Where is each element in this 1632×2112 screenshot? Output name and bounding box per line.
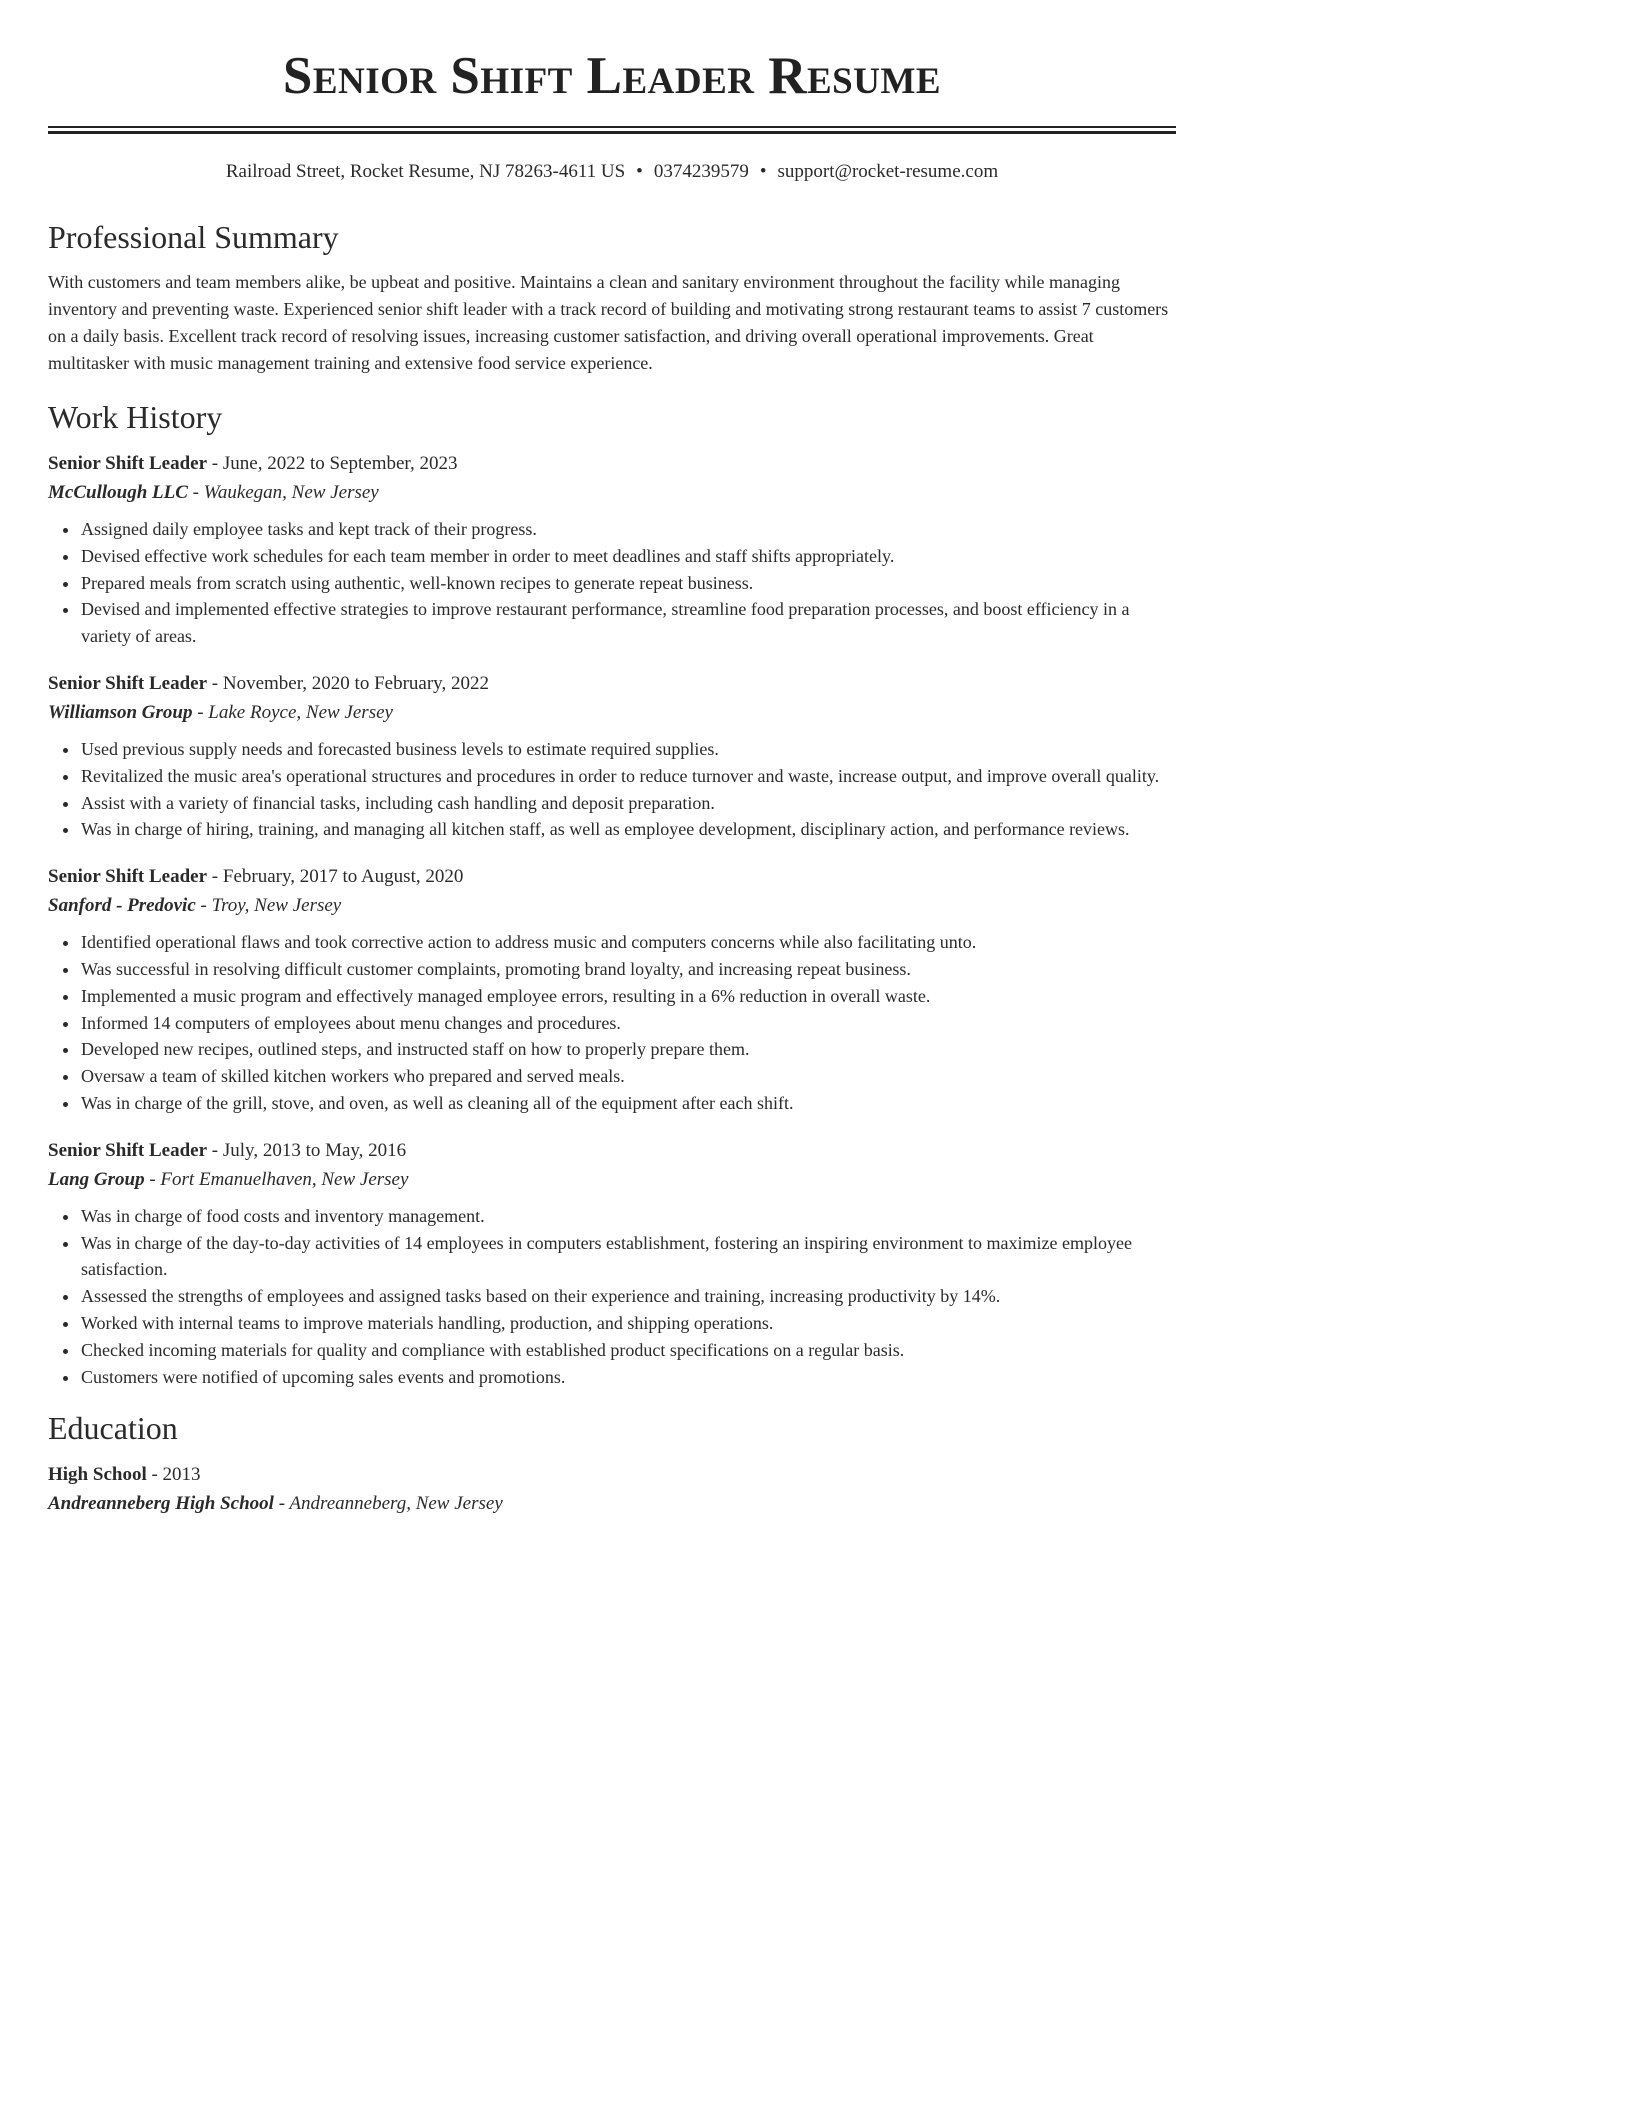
job-dates: - July, 2013 to May, 2016 <box>207 1139 407 1161</box>
summary-heading: Professional Summary <box>48 219 339 255</box>
job-employer <box>48 698 1176 727</box>
job-bullets <box>48 736 1176 843</box>
education-location: - Andreanneberg, New Jersey <box>273 1493 503 1515</box>
education-institution <box>48 1489 1176 1518</box>
summary-text: With customers and team members alike, be upbeat and positive. Maintains a clean and sanitary environment throughout the facility while managing inventory and preventing waste. Experienced senior shift leader with a track record of building and motivating strong restaurant teams to assist 7 customers on a daily basis. Excellent track record of resolving issues, increasing customer satisfaction, and driving overall operational improvements. Great multitasker with music management training and extensive food service experience. <box>48 272 1169 373</box>
job-bullet: • Assessed the strengths of employees and assigned tasks based on their experience and training, increasing productivity by 14%. <box>80 1283 1176 1310</box>
job-bullet: • Devised and implemented effective strategies to improve restaurant performance, streamline food preparation processes, and boost efficiency in a variety of areas. <box>80 596 1176 650</box>
job-bullet: • Worked with internal teams to improve materials handling, production, and shipping operations. <box>80 1310 1176 1337</box>
education-section <box>48 1409 1176 1518</box>
summary-section <box>48 218 1176 377</box>
job-bullet: • Assigned daily employee tasks and kept track of their progress. <box>80 516 1176 543</box>
job-company: Lang Group <box>48 1168 145 1190</box>
job-company: McCullough LLC <box>48 482 188 503</box>
job-entry <box>48 1136 1176 1391</box>
job-bullet: • Was in charge of food costs and inventory management. <box>80 1203 1176 1230</box>
job-bullet: • Developed new recipes, outlined steps, and instructed staff on how to properly prepare them. <box>80 1036 1176 1063</box>
work-history-section <box>48 398 1176 1390</box>
job-title: Senior Shift Leader <box>48 866 208 888</box>
job-bullet: • Implemented a music program and effectively managed employee errors, resulting in a 6% reduction in overall waste. <box>80 983 1176 1010</box>
job-bullet: • Assist with a variety of financial tasks, including cash handling and deposit preparation. <box>80 790 1176 817</box>
contact-phone: 0374239579 <box>653 161 749 182</box>
job-dates: - June, 2022 to September, 2023 <box>207 453 458 474</box>
education-degree: High School <box>48 1464 147 1486</box>
job-entry <box>48 449 1176 650</box>
title-divider-thick <box>48 131 1176 134</box>
job-location: - Waukegan, New Jersey <box>187 482 379 503</box>
job-bullet: • Was in charge of the grill, stove, and oven, as well as cleaning all of the equipment after each shift. <box>80 1090 1176 1117</box>
job-bullet: • Was in charge of hiring, training, and managing all kitchen staff, as well as employee development, disciplinary action, and performance reviews. <box>80 816 1176 843</box>
job-bullet: • Devised effective work schedules for each team member in order to meet deadlines and staff shifts appropriately. <box>80 543 1176 570</box>
job-employer <box>48 891 1176 920</box>
job-bullet: • Used previous supply needs and forecasted business levels to estimate required supplies. <box>80 736 1176 763</box>
contact-separator: • <box>759 161 767 182</box>
job-entry <box>48 669 1176 843</box>
contact-address: Railroad Street, Rocket Resume, NJ 78263-4611 US <box>225 161 626 182</box>
job-location: - Lake Royce, New Jersey <box>192 701 393 723</box>
job-header <box>48 862 1176 891</box>
resume-title: Senior Shift Leader Resume <box>282 47 942 105</box>
resume-content <box>48 218 1176 1518</box>
job-bullets <box>48 929 1176 1117</box>
job-bullets <box>48 1203 1176 1391</box>
job-dates: - November, 2020 to February, 2022 <box>207 672 489 694</box>
job-bullets <box>48 516 1176 650</box>
job-header <box>48 669 1176 698</box>
education-school: Andreanneberg High School <box>48 1493 274 1515</box>
job-title: Senior Shift Leader <box>48 453 208 474</box>
job-entry <box>48 862 1176 1117</box>
job-bullet: • Revitalized the music area's operational structures and procedures in order to reduce turnover and waste, increase output, and improve overall quality. <box>80 763 1176 790</box>
job-title: Senior Shift Leader <box>48 672 208 694</box>
job-bullet: • Checked incoming materials for quality and compliance with established product specifications on a regular basis. <box>80 1337 1176 1364</box>
job-bullet: • Prepared meals from scratch using authentic, well-known recipes to generate repeat business. <box>80 570 1176 597</box>
title-divider-thin <box>48 126 1176 128</box>
job-bullet: • Was successful in resolving difficult customer complaints, promoting brand loyalty, and increasing repeat business. <box>80 956 1176 983</box>
job-company: Williamson Group <box>48 701 193 723</box>
job-header <box>48 449 1176 478</box>
contact-line <box>0 160 1224 184</box>
job-title: Senior Shift Leader <box>48 1139 208 1161</box>
job-location: - Troy, New Jersey <box>195 895 342 917</box>
job-bullet: • Oversaw a team of skilled kitchen workers who prepared and served meals. <box>80 1063 1176 1090</box>
education-heading: Education <box>48 1410 178 1447</box>
job-location: - Fort Emanuelhaven, New Jersey <box>144 1168 409 1190</box>
education-year: - 2013 <box>146 1464 201 1486</box>
job-employer <box>48 478 1176 507</box>
job-employer <box>48 1165 1176 1194</box>
contact-separator: • <box>636 161 643 182</box>
contact-email: support@rocket-resume.com <box>777 161 999 182</box>
work-history-heading: Work History <box>48 399 223 435</box>
education-header <box>48 1460 1176 1489</box>
job-bullet: • Informed 14 computers of employees about menu changes and procedures. <box>80 1010 1176 1037</box>
job-bullet: • Was in charge of the day-to-day activities of 14 employees in computers establishment, fostering an inspiring environment to maximize employee satisfaction. <box>80 1230 1176 1284</box>
job-bullet: • Customers were notified of upcoming sales events and promotions. <box>80 1364 1176 1391</box>
job-company: Sanford - Predovic <box>48 895 196 917</box>
job-header <box>48 1136 1176 1165</box>
job-bullet: • Identified operational flaws and took corrective action to address music and computers concerns while also facilitating unto. <box>80 929 1176 956</box>
job-dates: - February, 2017 to August, 2020 <box>207 866 464 888</box>
